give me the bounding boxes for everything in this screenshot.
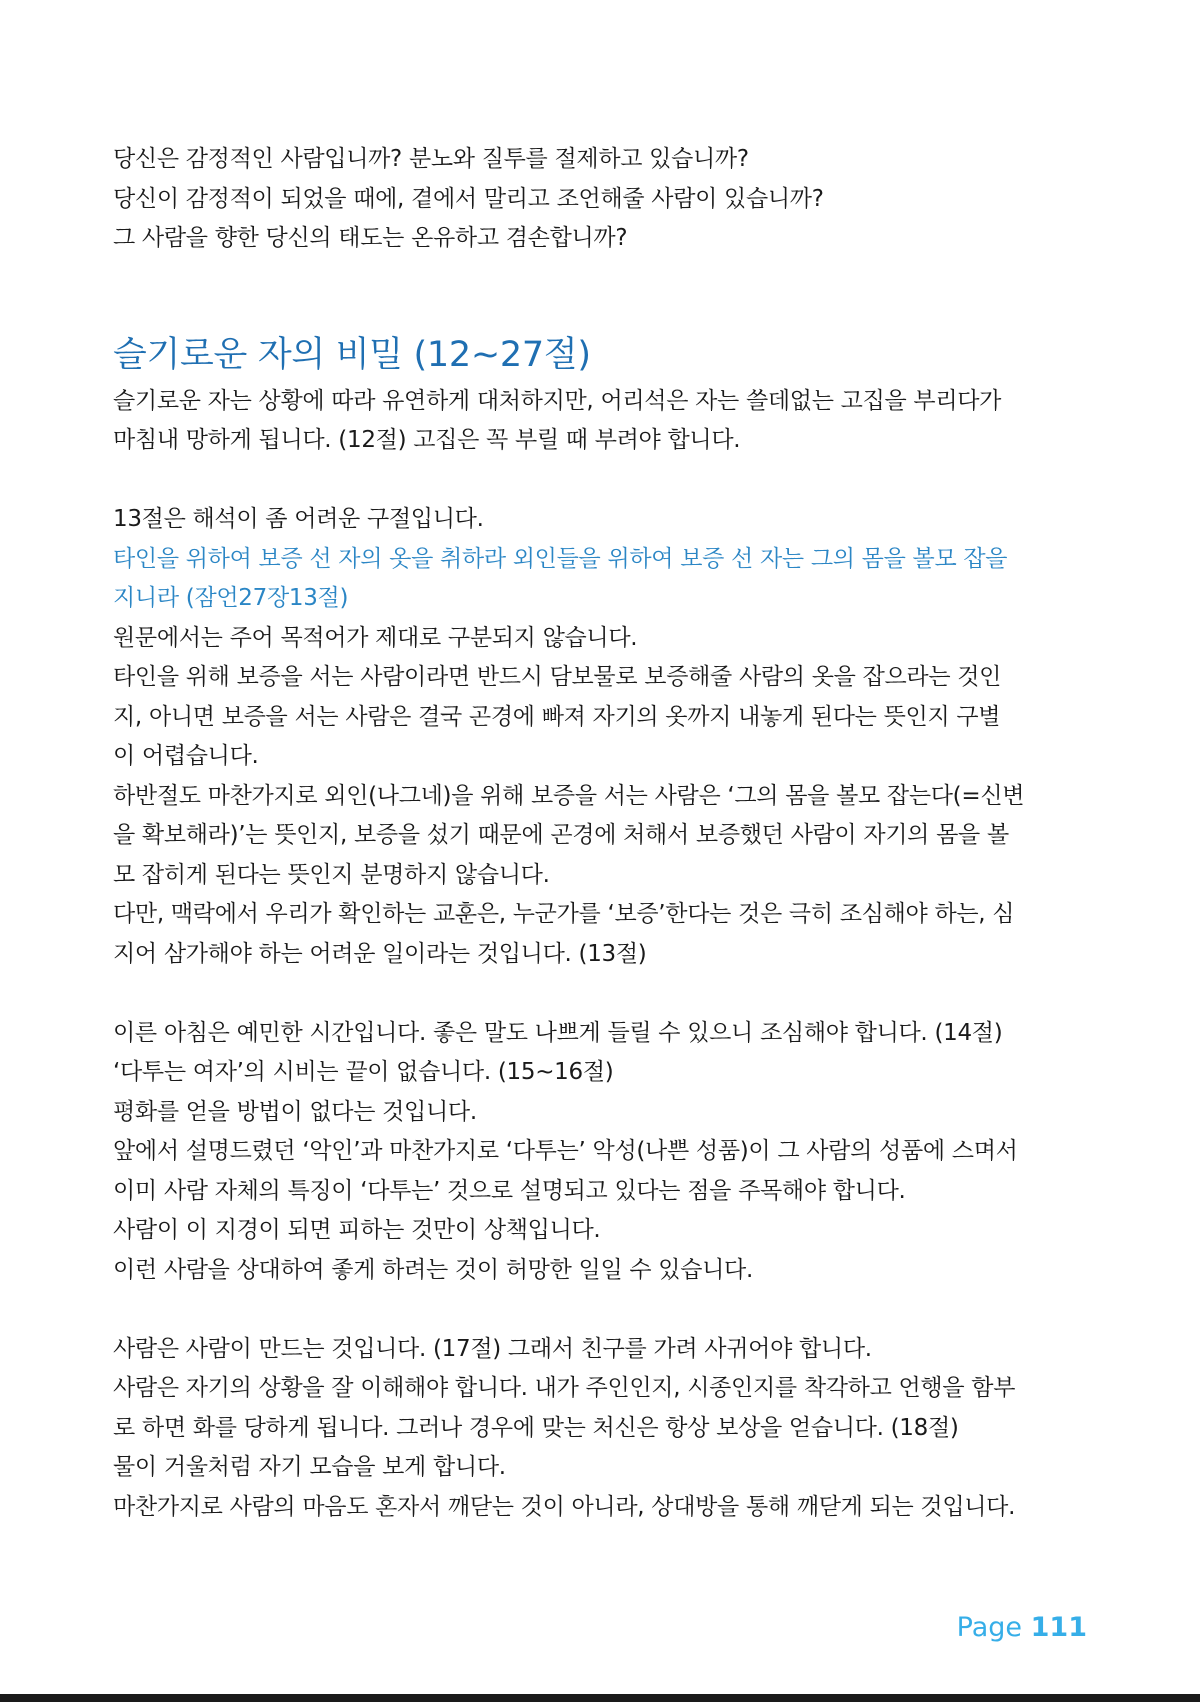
page-number-value: 111 bbox=[1030, 1612, 1087, 1643]
text-line: 사람은 사람이 만드는 것입니다. (17절) 그래서 친구를 가려 사귀어야 합니다. bbox=[113, 1335, 872, 1362]
paragraph-gap bbox=[113, 974, 1095, 1014]
text-line: 로 하면 화를 당하게 됩니다. 그러나 경우에 맞는 처신은 항상 보상을 얻습니다. (18절) bbox=[113, 1414, 959, 1441]
text-line: 하반절도 마찬가지로 외인(나그네)을 위해 보증을 서는 사람은 ‘그의 몸을 볼모 잡는다(=신변 bbox=[113, 782, 1025, 809]
text-line: 타인을 위해 보증을 서는 사람이라면 반드시 담보물로 보증해줄 사람의 옷을 잡으라는 것인 bbox=[113, 664, 1002, 690]
text-line: 당신은 감정적인 사람입니까? 분노와 질투를 절제하고 있습니까? bbox=[113, 146, 749, 172]
paragraph-verses-17-19 bbox=[113, 1330, 1095, 1528]
scripture-quote-line: 지니라 (잠언27장13절) bbox=[113, 585, 349, 611]
text-line: 평화를 얻을 방법이 없다는 것입니다. bbox=[113, 1098, 477, 1125]
page-content bbox=[113, 140, 1095, 1527]
text-line: 지, 아니면 보증을 서는 사람은 결국 곤경에 빠져 자기의 옷까지 내놓게 된다는 뜻인지 구별 bbox=[113, 703, 1001, 730]
text-line: 이 어렵습니다. bbox=[113, 743, 259, 769]
paragraph-gap bbox=[113, 461, 1095, 501]
text-line: 원문에서는 주어 목적어가 제대로 구분되지 않습니다. bbox=[113, 624, 638, 651]
text-line: 마침내 망하게 됩니다. (12절) 고집은 꼭 부릴 때 부려야 합니다. bbox=[113, 427, 741, 453]
page-label: Page bbox=[956, 1612, 1023, 1643]
scripture-quote-line: 타인을 위하여 보증 선 자의 옷을 취하라 외인들을 위하여 보증 선 자는 그의 몸을 볼모 잡을 bbox=[113, 545, 1008, 572]
text-line: ‘다투는 여자’의 시비는 끝이 없습니다. (15~16절) bbox=[113, 1059, 614, 1085]
text-line: 사람이 이 지경이 되면 피하는 것만이 상책입니다. bbox=[113, 1217, 601, 1243]
text-line: 앞에서 설명드렸던 ‘악인’과 마찬가지로 ‘다투는’ 악성(나쁜 성품)이 그 사람의 성품에 스며서 bbox=[113, 1138, 1018, 1164]
page-number bbox=[957, 1612, 1087, 1643]
text-line: 지어 삼가해야 하는 어려운 일이라는 것입니다. (13절) bbox=[113, 940, 647, 967]
text-line: 다만, 맥락에서 우리가 확인하는 교훈은, 누군가를 ‘보증’한다는 것은 극히 조심해야 하는, 심 bbox=[113, 901, 1015, 927]
paragraph-verse-13 bbox=[113, 500, 1095, 974]
text-line: 그 사람을 향한 당신의 태도는 온유하고 겸손합니까? bbox=[113, 225, 628, 251]
text-line: 이런 사람을 상대하여 좋게 하려는 것이 허망한 일일 수 있습니다. bbox=[113, 1256, 753, 1283]
text-line: 모 잡히게 된다는 뜻인지 분명하지 않습니다. bbox=[113, 861, 550, 888]
text-line: 사람은 자기의 상황을 잘 이해해야 합니다. 내가 주인인지, 시종인지를 착각하고 언행을 함부 bbox=[113, 1375, 1016, 1401]
text-line: 이미 사람 자체의 특징이 ‘다투는’ 것으로 설명되고 있다는 점을 주목해야 합니다. bbox=[113, 1177, 906, 1204]
intro-paragraph bbox=[113, 140, 1095, 259]
text-line: 13절은 해석이 좀 어려운 구절입니다. bbox=[113, 506, 484, 532]
text-line: 물이 거울처럼 자기 모습을 보게 합니다. bbox=[113, 1454, 506, 1480]
text-line: 을 확보해라)’는 뜻인지, 보증을 섰기 때문에 곤경에 처해서 보증했던 사람이 자기의 몸을 볼 bbox=[113, 822, 1009, 848]
bottom-divider bbox=[0, 1694, 1200, 1702]
paragraph-verses-14-16 bbox=[113, 1014, 1095, 1291]
text-line: 마찬가지로 사람의 마음도 혼자서 깨닫는 것이 아니라, 상대방을 통해 깨닫게 되는 것입니다. bbox=[113, 1493, 1016, 1520]
text-line: 당신이 감정적이 되었을 때에, 곁에서 말리고 조언해줄 사람이 있습니까? bbox=[113, 185, 824, 212]
paragraph-gap bbox=[113, 1290, 1095, 1330]
paragraph-verse-12 bbox=[113, 382, 1095, 461]
text-line: 슬기로운 자는 상황에 따라 유연하게 대처하지만, 어리석은 자는 쓸데없는 고집을 부리다가 bbox=[113, 387, 1002, 414]
text-line: 이른 아침은 예민한 시간입니다. 좋은 말도 나쁘게 들릴 수 있으니 조심해야 합니다. (14절) bbox=[113, 1019, 1003, 1046]
section-heading: 슬기로운 자의 비밀 (12~27절) bbox=[113, 334, 591, 375]
